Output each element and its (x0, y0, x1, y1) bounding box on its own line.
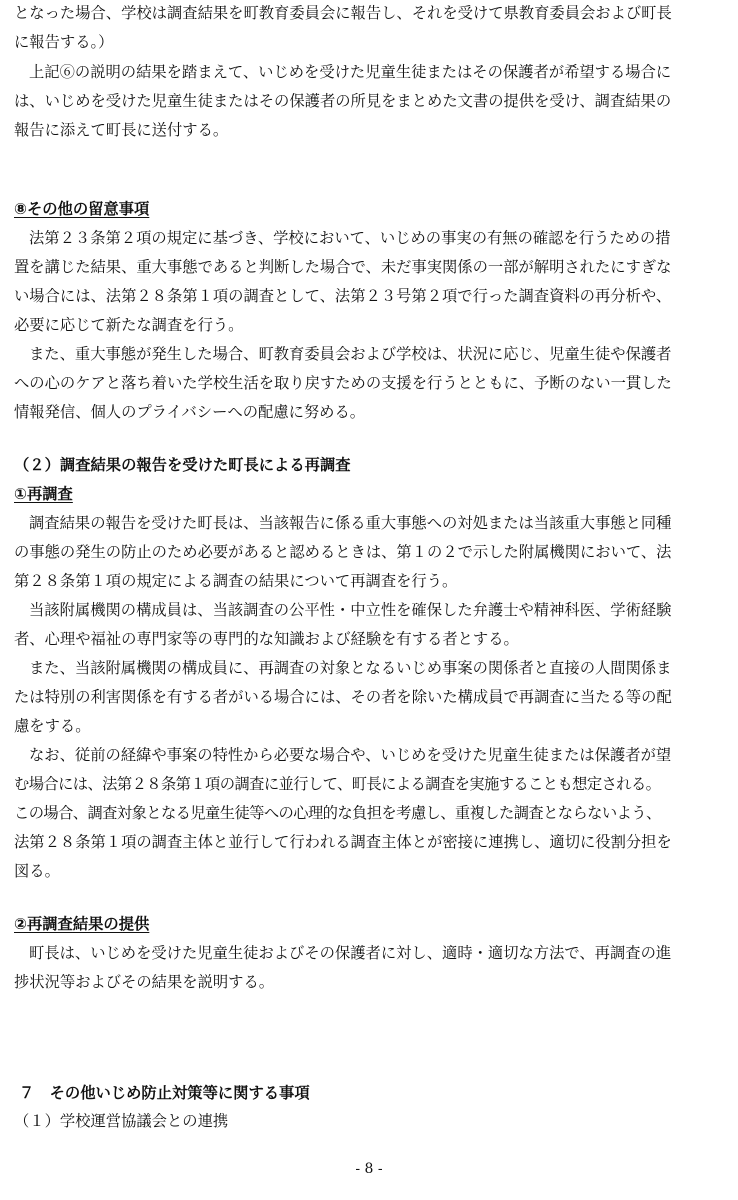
paragraph-line: に報告する。） (14, 33, 114, 51)
paragraph-line: 第２８条第１項の規定による調査の結果について再調査を行う。 (14, 572, 458, 590)
paragraph-line: 置を講じた結果、重大事態であると判断した場合で、未だ事実関係の一部が解明されたにすぎな (14, 258, 672, 276)
page-number: - 8 - (355, 1161, 383, 1177)
paragraph-line: 慮をする。 (14, 717, 91, 735)
paragraph-line: 当該附属機関の構成員は、当該調査の公平性・中立性を確保した弁護士や精神科医、学術経験 (29, 601, 672, 619)
paragraph-line: たは特別の利害関係を有する者がいる場合には、その者を除いた構成員で再調査に当たる等の配 (14, 688, 672, 706)
paragraph-line: この場合、調査対象となる児童生徒等への心理的な負担を考慮し、重複した調査とならないよう、 (14, 804, 661, 822)
paragraph-line: 図る。 (14, 862, 60, 880)
paragraph-line: む場合には、法第２８条第１項の調査に並行して、町長による調査を実施することも想定される。 (14, 775, 661, 793)
paragraph-line: なお、従前の経緯や事案の特性から必要な場合や、いじめを受けた児童生徒または保護者が望 (29, 746, 672, 764)
heading-section-2: （２）調査結果の報告を受けた町長による再調査 (14, 456, 351, 474)
heading-other-considerations: ⑧その他の留意事項 (14, 200, 150, 218)
paragraph-line: は、いじめを受けた児童生徒またはその保護者の所見をまとめた文書の提供を受け、調査結果の (14, 92, 672, 110)
heading-reinvestigation: ①再調査 (14, 485, 73, 503)
paragraph-line: 法第２３条第２項の規定に基づき、学校において、いじめの事実の有無の確認を行うための措 (29, 229, 671, 247)
paragraph-line: 報告に添えて町長に送付する。 (14, 121, 229, 139)
paragraph-line: 町長は、いじめを受けた児童生徒およびその保護者に対し、適時・適切な方法で、再調査の進 (29, 944, 672, 962)
paragraph-line: 者、心理や福祉の専門家等の専門的な知識および経験を有する者とする。 (14, 630, 519, 648)
heading-result-provision: ②再調査結果の提供 (14, 915, 150, 933)
paragraph-line: の事態の発生の防止のため必要があると認めるときは、第１の２で示した附属機関において、法 (14, 543, 672, 561)
paragraph-line: 調査結果の報告を受けた町長は、当該報告に係る重大事態への対処または当該重大事態と同種 (29, 514, 672, 532)
paragraph-line: への心のケアと落ち着いた学校生活を取り戻すための支援を行うとともに、予断のない一貫した (14, 374, 672, 392)
paragraph-line: 上記⑥の説明の結果を踏まえて、いじめを受けた児童生徒またはその保護者が希望する場合に (29, 63, 672, 81)
paragraph-line: となった場合、学校は調査結果を町教育委員会に報告し、それを受けて県教育委員会および町長 (14, 4, 672, 22)
paragraph-line: 情報発信、個人のプライバシーへの配慮に努める。 (14, 403, 366, 421)
paragraph-line: 法第２８条第１項の調査主体と並行して行われる調査主体とが密接に連携し、適切に役割分担を (14, 833, 672, 851)
heading-section-7: ７ その他いじめ防止対策等に関する事項 (19, 1084, 310, 1102)
heading-section-7-1: （１）学校運営協議会との連携 (14, 1112, 229, 1130)
paragraph-line: また、重大事態が発生した場合、町教育委員会および学校は、状況に応じ、児童生徒や保護者 (29, 345, 672, 363)
paragraph-line: い場合には、法第２８条第１項の調査として、法第２３号第２項で行った調査資料の再分析や、 (14, 287, 672, 305)
paragraph-line: 必要に応じて新たな調査を行う。 (14, 316, 244, 334)
paragraph-line: また、当該附属機関の構成員に、再調査の対象となるいじめ事案の関係者と直接の人間関係ま (29, 659, 672, 677)
paragraph-line: 捗状況等およびその結果を説明する。 (14, 973, 275, 991)
